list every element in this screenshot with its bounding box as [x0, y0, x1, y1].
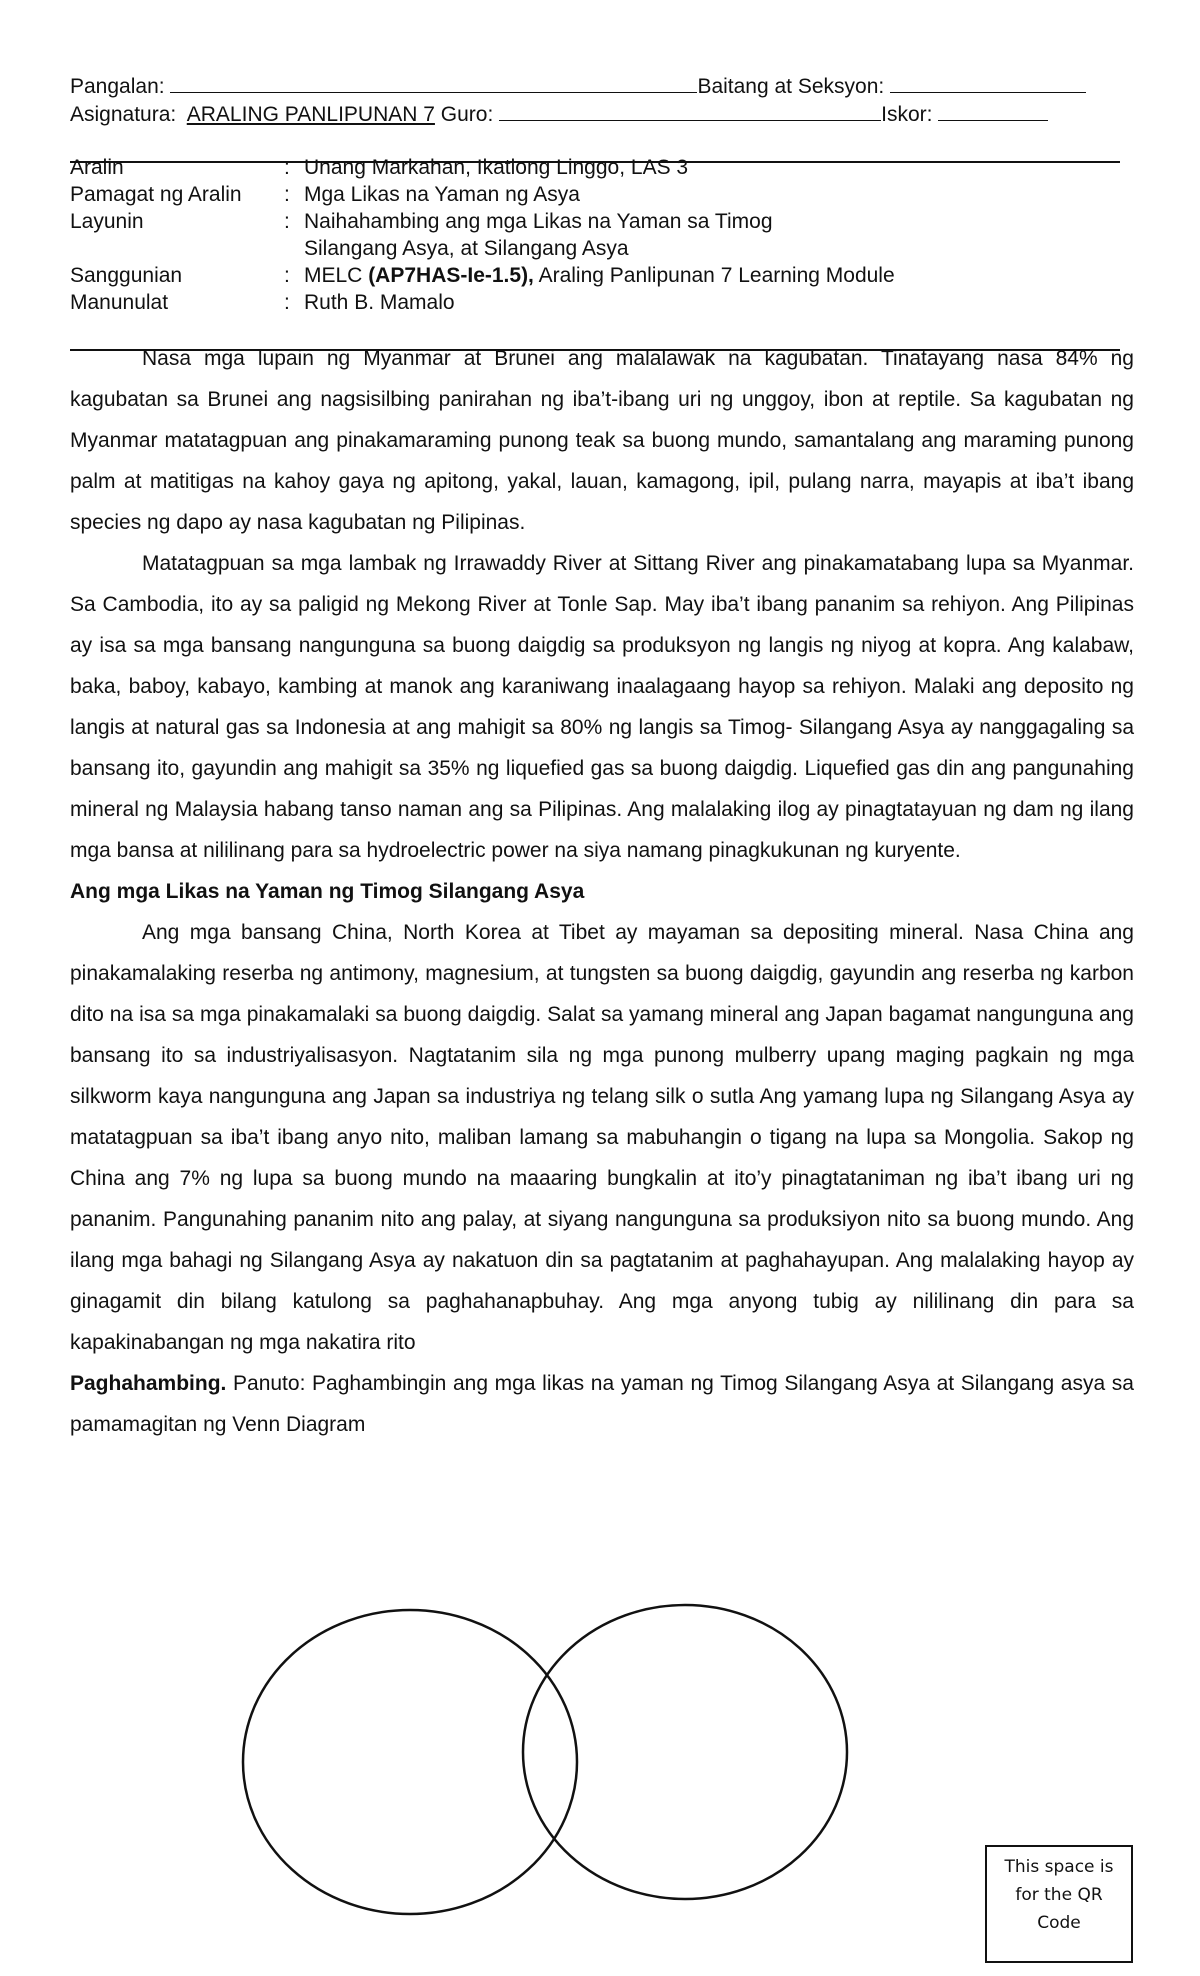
- name-field[interactable]: [170, 72, 697, 93]
- meta-row-aralin: [70, 154, 1120, 181]
- pamagat-value: Mga Likas na Yaman ng Asya: [304, 183, 580, 206]
- qr-text-line-3: Code: [1037, 1913, 1081, 1933]
- subject-label: Asignatura:: [70, 103, 177, 126]
- section-heading: Ang mga Likas na Yaman ng Timog Silangang Asya: [70, 880, 585, 903]
- sanggunian-value: [304, 262, 1120, 289]
- paragraph-3: Ang mga bansang China, North Korea at Tibet ay mayaman sa depositing mineral. Nasa China ang pinakamalaking reserba ng antimony, magnesium, at tungsten sa buong daigdig, gayundin ang reserba ng karbon dito na isa sa mga pinakamalaki sa buong daigdig. Salat sa yamang mineral ang Japan bagamat nangunguna ang bansang ito sa industriyalisasyon. Nagtatanim sila ng mga punong mulberry upang maging pagkain ng mga silkworm kaya nangunguna ang Japan sa industriya ng telang silk o sutla Ang yamang lupa ng Silangang Asya ay matatagpuan sa iba’t ibang anyo nito, maliban lamang sa mabuhangin o tigang na lupa sa Mongolia. Sakop ng China ang 7% ng lupa sa buong mundo na maaaring bungkalin at ito’y pinagtataniman ng iba’t ibang uri ng pananim. Pangunahing pananim nito ang palay, at siyang nangunguna sa produksiyon nito sa buong mundo. Ang ilang mga bahagi ng Silangang Asya ay nakatuon din sa pagtatanim at paghahayupan. Ang malalaking hayop ay ginagamit din bilang katulong sa paghahanapbuhay. Ang mga anyong tubig ay nililinang din para sa kapakinabangan ng mga nakatira rito: [70, 921, 1134, 1354]
- score-field[interactable]: [938, 100, 1048, 121]
- layunin-label: Layunin: [70, 210, 144, 233]
- meta-row-pamagat: [70, 181, 1120, 208]
- manunulat-label: Manunulat: [70, 291, 169, 314]
- sanggunian-code: (AP7HAS-Ie-1.5),: [368, 264, 534, 287]
- teacher-label: Guro:: [440, 103, 494, 126]
- pamagat-label: Pamagat ng Aralin: [70, 183, 242, 206]
- task-text: Panuto: Paghambingin ang mga likas na yaman ng Timog Silangang Asya at Silangang asya sa pamamagitan ng Venn Diagram: [70, 1372, 1134, 1436]
- venn-circle-left[interactable]: [243, 1610, 577, 1914]
- grade-section-field[interactable]: [890, 72, 1086, 93]
- subject-value: ARALING PANLIPUNAN 7: [186, 103, 435, 126]
- layunin-value: Naihahambing ang mga Likas na Yaman sa Timog Silangang Asya, at Silangang Asya: [304, 210, 773, 260]
- colon: :: [284, 210, 290, 233]
- name-label: Pangalan:: [70, 75, 165, 98]
- qr-text-line-2: for the QR: [1015, 1885, 1103, 1905]
- sanggunian-prefix: MELC: [304, 264, 369, 287]
- meta-row-manunulat: [70, 289, 1120, 316]
- qr-code-placeholder: [985, 1845, 1133, 1963]
- colon: :: [284, 156, 290, 179]
- header-divider-top: [70, 161, 1120, 163]
- meta-row-layunin: [70, 208, 1120, 262]
- colon: :: [284, 183, 290, 206]
- score-label: Iskor:: [881, 103, 933, 126]
- task-label: Paghahambing.: [70, 1372, 227, 1395]
- task-instruction: [70, 1363, 1134, 1445]
- colon: :: [284, 264, 290, 287]
- manunulat-value: Ruth B. Mamalo: [304, 291, 455, 314]
- lesson-meta: [70, 154, 1120, 316]
- paragraph-2: Matatagpuan sa mga lambak ng Irrawaddy River at Sittang River ang pinakamatabang lupa sa Myanmar. Sa Cambodia, ito ay sa paligid ng Mekong River at Tonle Sap. May iba’t ibang pananim sa rehiyon. Ang Pilipinas ay isa sa mga bansang nangunguna sa buong daigdig sa produksyon ng langis ng niyog at kopra. Ang kalabaw, baka, baboy, kabayo, kambing at manok ang karaniwang inaalagaang hayop sa rehiyon. Malaki ang deposito ng langis at natural gas sa Indonesia at ang mahigit sa 80% ng langis sa Timog- Silangang Asya ay nanggagaling sa bansang ito, gayundin ang mahigit sa 35% ng liquefied gas sa buong daigdig. Liquefied gas din ang pangunahing mineral ng Malaysia habang tanso naman ang sa Pilipinas. Ang malalaking ilog ay pinagtatayuan ng dam ng ilang mga bansa at nililinang para sa hydroelectric power na siya namang pinagkukunan ng kuryente.: [70, 552, 1134, 862]
- teacher-field[interactable]: [499, 100, 881, 121]
- colon: :: [284, 291, 290, 314]
- aralin-label: Aralin: [70, 156, 124, 179]
- sanggunian-rest: Araling Panlipunan 7 Learning Module: [533, 264, 895, 287]
- sanggunian-label: Sanggunian: [70, 264, 183, 287]
- meta-row-sanggunian: [70, 262, 1120, 289]
- header-row-2: [70, 100, 1048, 128]
- header-row-1: [70, 72, 1086, 100]
- venn-diagram: [150, 1590, 870, 1920]
- reading-body: [70, 338, 1134, 1445]
- paragraph-1: Nasa mga lupain ng Myanmar at Brunei ang malalawak na kagubatan. Tinatayang nasa 84% ng kagubatan sa Brunei ang nagsisilbing panirahan ng iba’t-ibang uri ng unggoy, ibon at reptile. Sa kagubatan ng Myanmar matatagpuan ang pinakamaraming punong teak sa buong mundo, samantalang ang maraming punong palm at matitigas na kahoy gaya ng apitong, yakal, lauan, kamagong, ipil, pulang narra, mayapis at iba’t ibang species ng dapo ay nasa kagubatan ng Pilipinas.: [70, 347, 1134, 534]
- qr-text-line-1: This space is: [1004, 1857, 1114, 1877]
- venn-circle-right[interactable]: [523, 1605, 847, 1899]
- aralin-value: Unang Markahan, Ikatlong Linggo, LAS 3: [304, 156, 689, 179]
- grade-section-label: Baitang at Seksyon:: [697, 75, 885, 98]
